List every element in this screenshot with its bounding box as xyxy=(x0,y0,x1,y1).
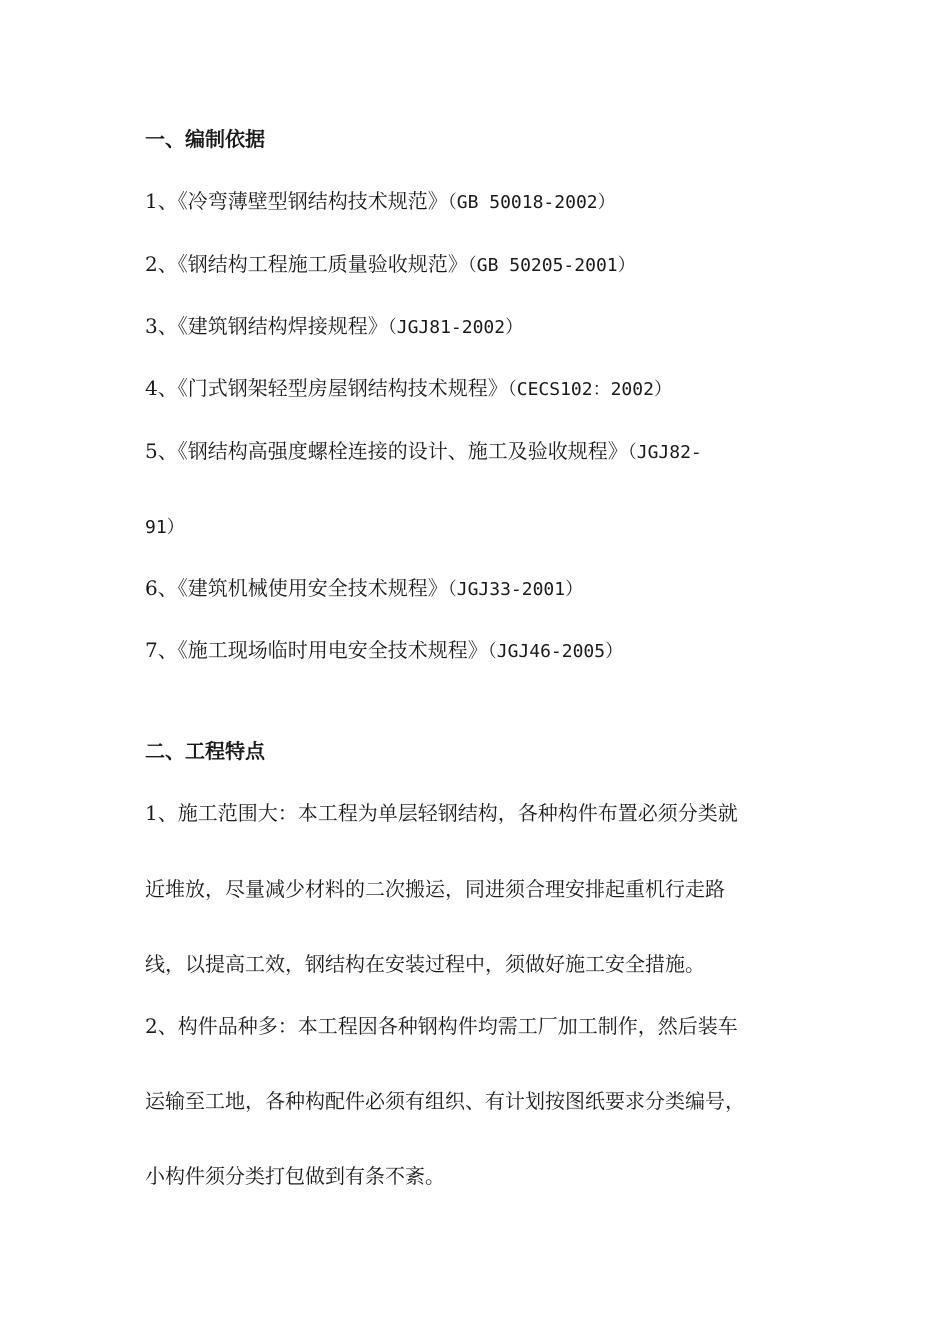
section-heading-features: 二、工程特点 xyxy=(145,739,265,763)
standard-code: （CECS102：2002） xyxy=(507,379,672,400)
list-item xyxy=(145,575,815,603)
standard-title: 4、《门式钢架轻型房屋钢结构技术规程》 xyxy=(145,376,508,400)
list-item xyxy=(145,438,815,466)
paragraph-line: 小构件须分类打包做到有条不紊。 xyxy=(145,1164,445,1188)
paragraph-line: 1、施工范围大：本工程为单层轻钢结构，各种构件布置必须分类就 xyxy=(145,801,738,825)
section-heading-basis: 一、编制依据 xyxy=(145,127,265,151)
standard-title: 2、《钢结构工程施工质量验收规范》 xyxy=(145,252,468,276)
standard-title: 5、《钢结构高强度螺栓连接的设计、施工及验收规程》 xyxy=(145,439,628,463)
standard-code: （JGJ81-2002） xyxy=(387,317,524,338)
list-item xyxy=(145,251,815,279)
list-item-continuation xyxy=(145,513,815,541)
standard-title: 7、《施工现场临时用电安全技术规程》 xyxy=(145,638,488,662)
list-item xyxy=(145,637,815,665)
paragraph-line: 线，以提高工效，钢结构在安装过程中，须做好施工安全措施。 xyxy=(145,952,705,976)
standard-code: （JGJ46-2005） xyxy=(487,641,624,662)
standard-code: （JGJ82- xyxy=(627,442,702,463)
paragraph-line: 2、构件品种多：本工程因各种钢构件均需工厂加工制作，然后装车 xyxy=(145,1014,738,1038)
list-item xyxy=(145,188,815,216)
standard-code: （GB 50018-2002） xyxy=(447,192,616,213)
standard-title: 3、《建筑钢结构焊接规程》 xyxy=(145,314,388,338)
standard-code: （GB 50205-2001） xyxy=(467,255,636,276)
standard-code-continuation: 91） xyxy=(145,517,185,538)
paragraph-line: 近堆放，尽量减少材料的二次搬运，同进须合理安排起重机行走路 xyxy=(145,877,725,901)
list-item xyxy=(145,313,815,341)
list-item xyxy=(145,375,815,403)
standard-code: （JGJ33-2001） xyxy=(447,579,584,600)
standard-title: 1、《冷弯薄壁型钢结构技术规范》 xyxy=(145,189,448,213)
standard-title: 6、《建筑机械使用安全技术规程》 xyxy=(145,576,448,600)
paragraph-line: 运输至工地，各种构配件必须有组织、有计划按图纸要求分类编号， xyxy=(145,1089,745,1113)
